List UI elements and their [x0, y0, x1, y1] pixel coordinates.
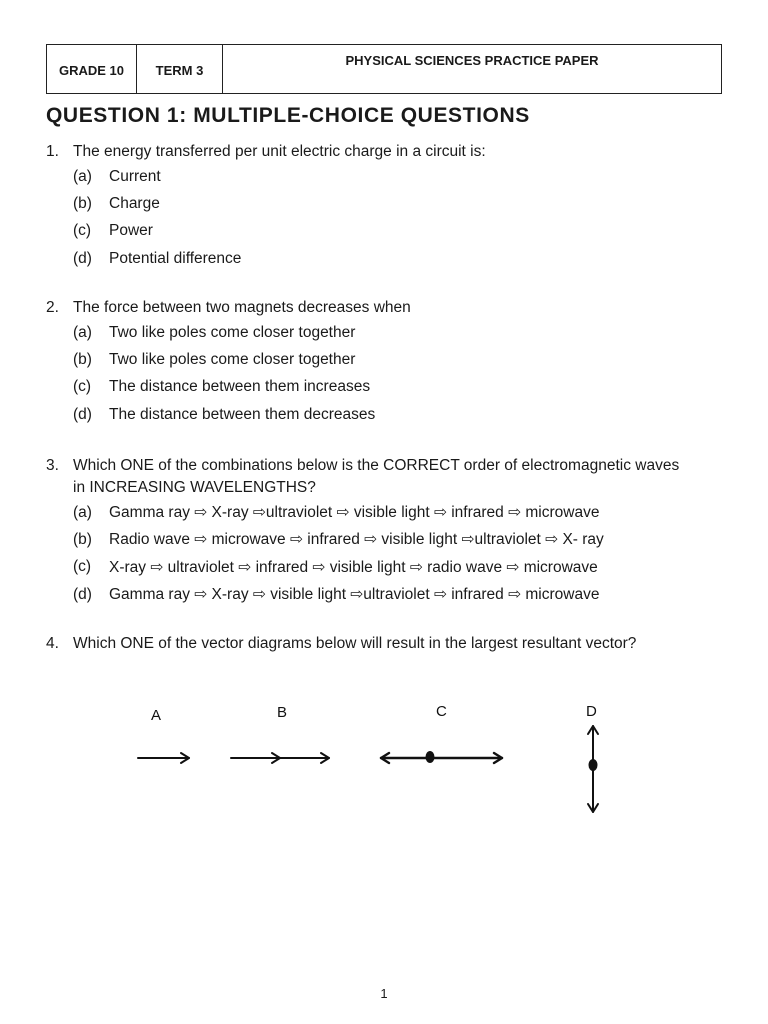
option-text: X-ray ⇨ ultraviolet ⇨ infrared ⇨ visible light ⇨ radio wave ⇨ microwave — [109, 558, 598, 576]
question-3 — [46, 455, 736, 608]
option-d — [46, 245, 736, 272]
option-label: (d) — [73, 249, 92, 267]
option-text: The distance between them decreases — [109, 405, 376, 423]
question-text: Which ONE of the vector diagrams below will result in the largest resultant vector? — [73, 635, 637, 652]
question-number: 2. — [46, 299, 59, 316]
question-stem — [46, 455, 736, 499]
section-title: QUESTION 1: MULTIPLE-CHOICE QUESTIONS — [46, 104, 530, 127]
question-stem — [46, 633, 736, 655]
option-c — [46, 218, 736, 245]
option-c — [46, 374, 736, 401]
vector-c-arrows — [381, 753, 502, 763]
option-b — [46, 190, 736, 217]
vector-d-origin-dot — [589, 759, 598, 771]
option-text: Two like poles come closer together — [109, 350, 356, 368]
option-a — [46, 319, 736, 346]
question-text: The force between two magnets decreases when — [73, 299, 411, 316]
option-label: (d) — [73, 405, 92, 423]
question-stem — [46, 141, 736, 163]
paper-title-cell: PHYSICAL SCIENCES PRACTICE PAPER — [345, 53, 599, 68]
option-label: (c) — [73, 558, 92, 576]
option-text: Current — [109, 167, 161, 185]
diagram-label-d: D — [586, 703, 597, 720]
option-a — [46, 499, 736, 526]
option-text: The distance between them increases — [109, 378, 371, 396]
question-number: 1. — [46, 143, 59, 160]
question-stem — [46, 297, 736, 319]
question-text: Which ONE of the combinations below is the CORRECT order of electromagnetic waves in INCREASING WAVELENGTHS? — [73, 457, 680, 496]
option-label: (a) — [73, 323, 92, 341]
option-d — [46, 581, 736, 608]
header-table — [46, 44, 722, 94]
question-1 — [46, 141, 736, 272]
question-text: The energy transferred per unit electric charge in a circuit is: — [73, 143, 486, 160]
term-cell: TERM 3 — [137, 45, 223, 93]
option-b — [46, 526, 736, 553]
diagram-label-c: C — [436, 703, 447, 720]
option-text: Gamma ray ⇨ X-ray ⇨ visible light ⇨ultraviolet ⇨ infrared ⇨ microwave — [109, 586, 600, 604]
diagram-label-b: B — [277, 704, 288, 721]
page-number: 1 — [380, 986, 388, 1001]
question-4 — [46, 633, 736, 655]
option-label: (b) — [73, 194, 92, 212]
question-2 — [46, 297, 736, 428]
option-text: Power — [109, 222, 153, 240]
option-text: Charge — [109, 194, 160, 212]
option-b — [46, 346, 736, 373]
vector-c-origin-dot — [426, 751, 435, 763]
option-text: Radio wave ⇨ microwave ⇨ infrared ⇨ visible light ⇨ultraviolet ⇨ X- ray — [109, 531, 604, 549]
option-text: Potential difference — [109, 249, 242, 267]
vector-diagrams — [120, 690, 640, 825]
question-number: 4. — [46, 635, 59, 652]
option-c — [46, 554, 736, 581]
option-a — [46, 163, 736, 190]
question-number: 3. — [46, 457, 59, 474]
vector-a-arrow — [138, 753, 189, 763]
vector-b-arrows — [231, 753, 329, 763]
option-label: (a) — [73, 167, 92, 185]
option-label: (b) — [73, 350, 92, 368]
option-label: (c) — [73, 378, 92, 396]
option-text: Two like poles come closer together — [109, 323, 356, 341]
option-label: (c) — [73, 222, 92, 240]
grade-cell: GRADE 10 — [47, 45, 137, 93]
option-label: (b) — [73, 530, 92, 548]
option-label: (d) — [73, 585, 92, 603]
option-label: (a) — [73, 503, 92, 521]
option-text: Gamma ray ⇨ X-ray ⇨ultraviolet ⇨ visible light ⇨ infrared ⇨ microwave — [109, 504, 600, 522]
option-d — [46, 401, 736, 428]
diagram-label-a: A — [151, 707, 162, 724]
